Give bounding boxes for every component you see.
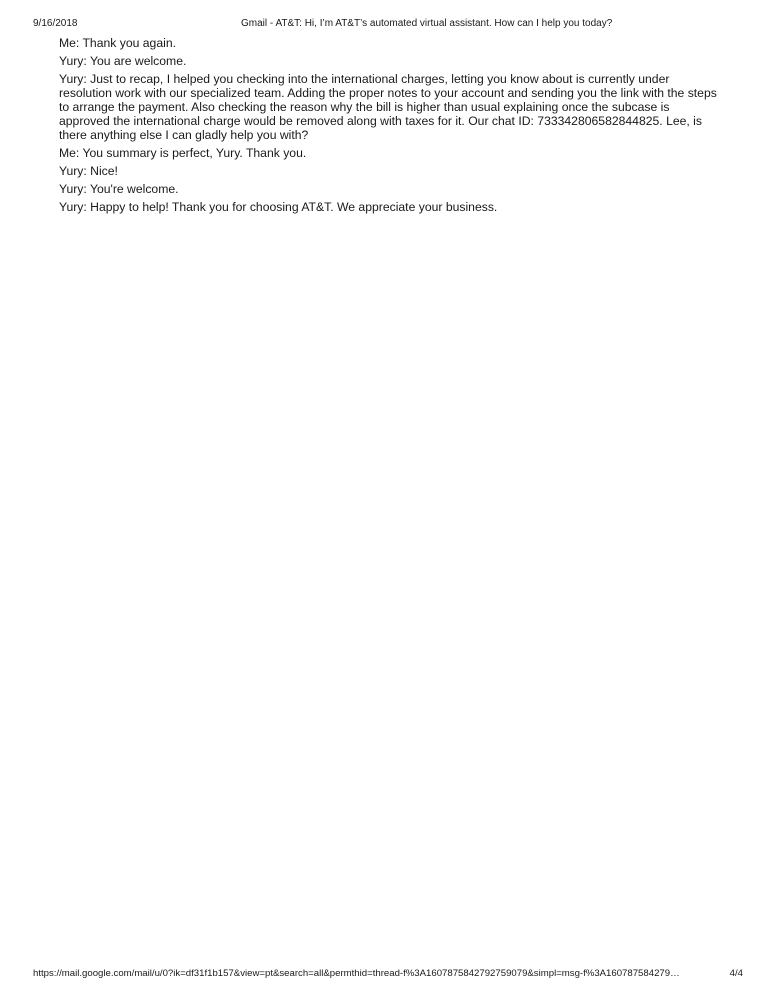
print-date: 9/16/2018 [33, 18, 78, 29]
page-number: 4/4 [729, 968, 743, 979]
chat-message: Yury: Happy to help! Thank you for choosing AT&T. We appreciate your business. [59, 200, 498, 214]
chat-message: Yury: You're welcome. [59, 182, 179, 196]
chat-message: Yury: You are welcome. [59, 54, 187, 68]
print-header [0, 17, 773, 31]
footer-url: https://mail.google.com/mail/u/0?ik=df31f1b157&view=pt&search=all&permthid=thread-f%3A1607875842792759079&simpl=msg-f%3A160787584279… [33, 968, 680, 979]
chat-message: Me: Thank you again. [59, 36, 176, 50]
chat-message: Yury: Just to recap, I helped you checking into the international charges, letting you know about is currently under resolution work with our specialized team. Adding the proper notes to your account and sending you the link with the steps to arrange the payment. Also checking the reason why the bill is higher than usual explaining once the subcase is approved the international charge would be removed along with taxes for it. Our chat ID: 733342806582844825. Lee, is there anything else I can gladly help you with? [59, 72, 717, 142]
chat-message: Me: You summary is perfect, Yury. Thank you. [59, 146, 307, 160]
print-title: Gmail - AT&T: Hi, I’m AT&T’s automated virtual assistant. How can I help you today? [241, 18, 613, 29]
chat-message: Yury: Nice! [59, 164, 118, 178]
print-footer [33, 967, 743, 981]
chat-transcript [59, 36, 719, 218]
